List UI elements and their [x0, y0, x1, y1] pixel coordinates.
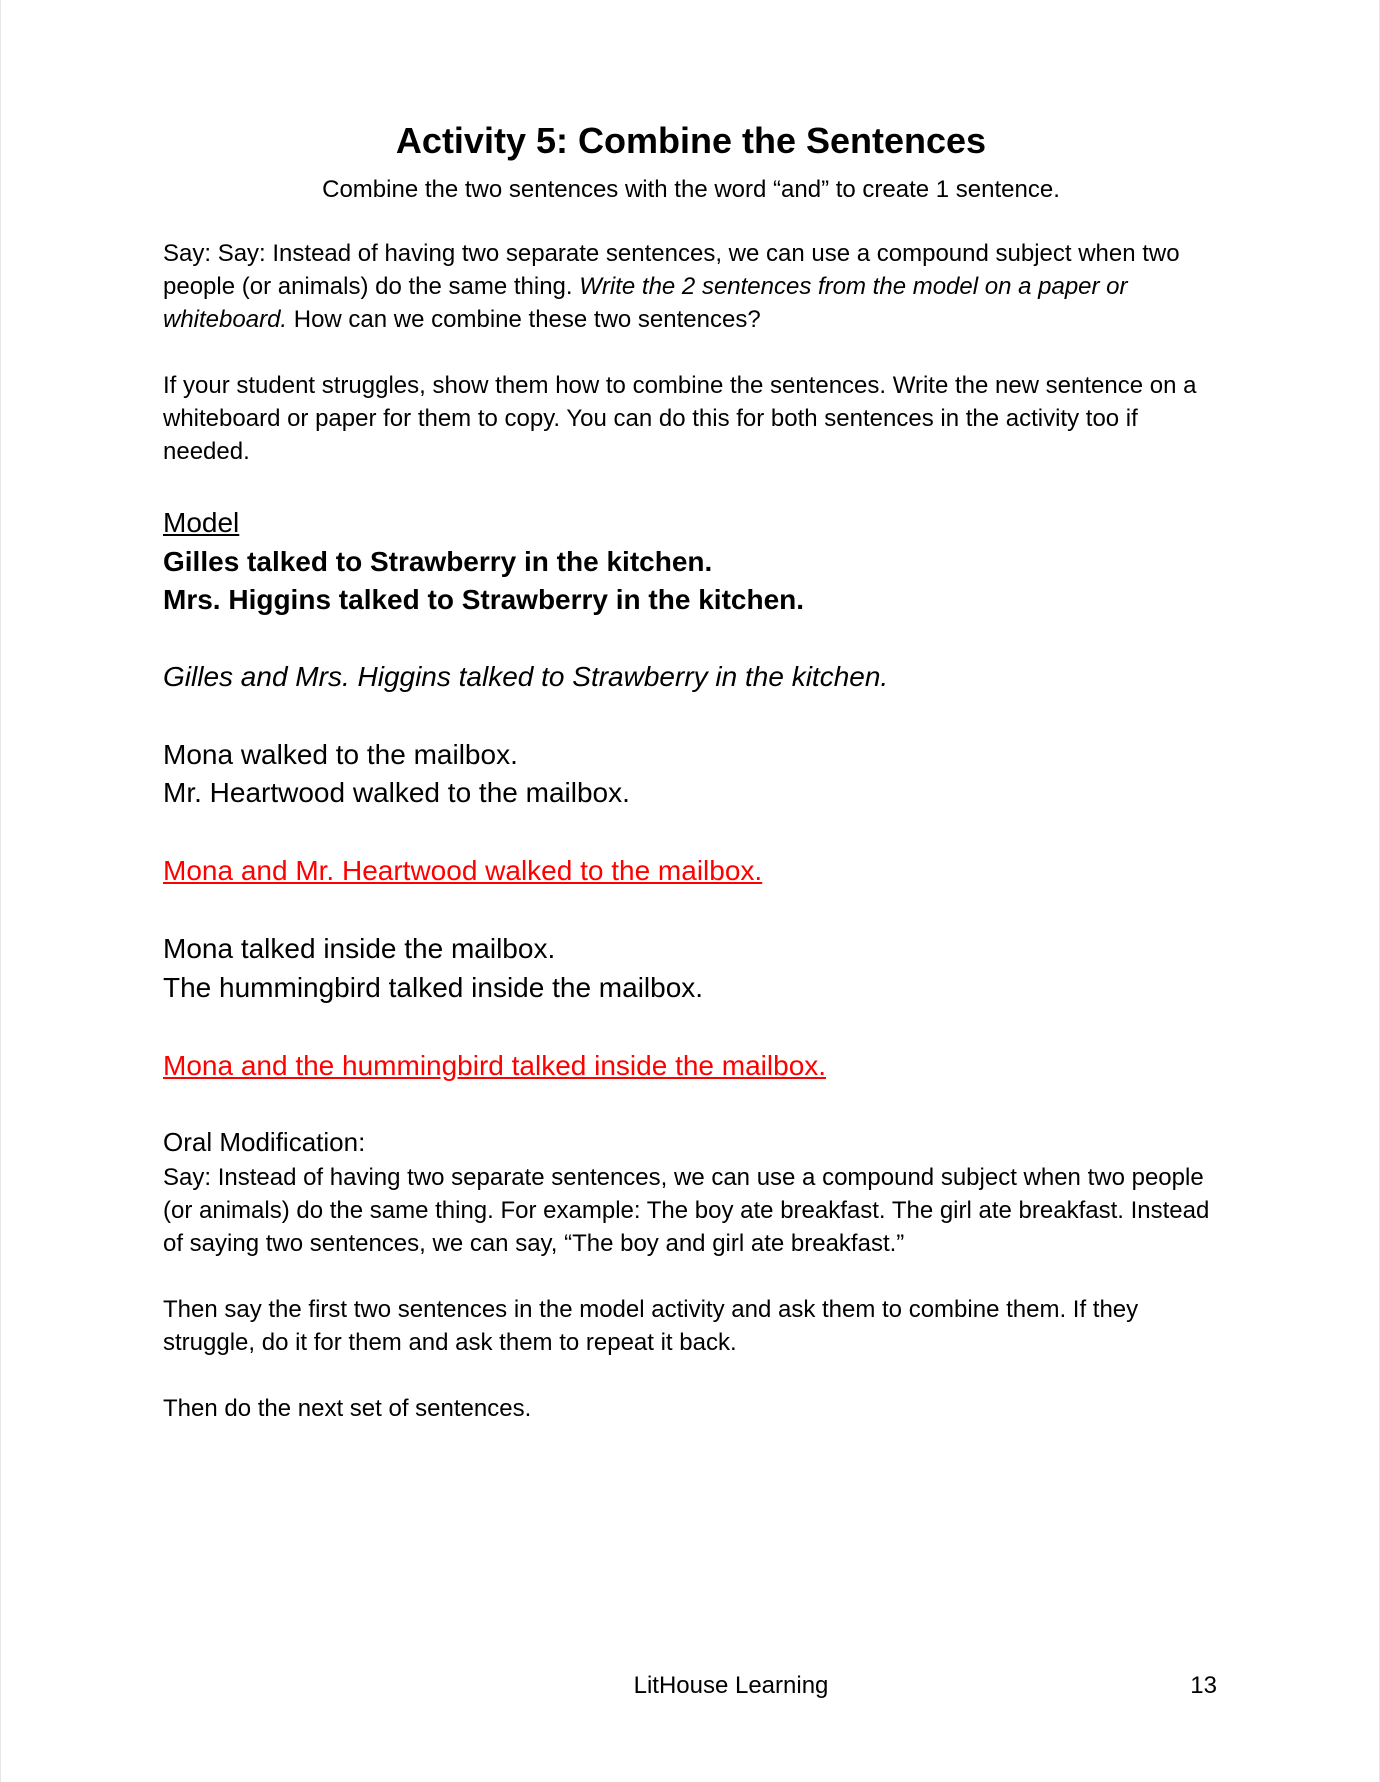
model-combined-sentence: Gilles and Mrs. Higgins talked to Strawberry in the kitchen. — [163, 661, 889, 692]
model-sentence-2: Mrs. Higgins talked to Strawberry in the kitchen. — [163, 584, 805, 615]
struggle-tip-paragraph: If your student struggles, show them how to combine the sentences. Write the new sentence on a whiteboard or paper for them to copy. You can do this for both sentences in the activity too if needed. — [163, 372, 1197, 465]
oral-modification-heading: Oral Modification: — [163, 1127, 366, 1157]
intro-say-text: Say: Say: Instead of having two separate sentences, we can use a compound subject when two people (or animals) do the same thing. — [163, 240, 1180, 300]
oral-next-set-paragraph: Then do the next set of sentences. — [163, 1395, 532, 1422]
exercise-2-answer: Mona and the hummingbird talked inside the mailbox. — [163, 1050, 827, 1081]
exercise-1-sentence-1: Mona walked to the mailbox. — [163, 739, 518, 770]
intro-say-question: How can we combine these two sentences? — [287, 306, 761, 333]
page-title: Activity 5: Combine the Sentences — [395, 120, 987, 161]
intro-say-paragraph — [163, 237, 1223, 336]
footer-brand: LitHouse Learning — [633, 1672, 829, 1699]
oral-instruction-paragraph: Then say the first two sentences in the model activity and ask them to combine them. If they struggle, do it for them and ask them to repeat it back. — [163, 1296, 1139, 1356]
model-sentence-1: Gilles talked to Strawberry in the kitchen. — [163, 546, 713, 577]
exercise-2-sentence-2: The hummingbird talked inside the mailbox. — [163, 972, 704, 1003]
page-number: 13 — [1190, 1672, 1217, 1699]
intro-say-italic: Write the 2 sentences from the model on a paper or whiteboard. — [163, 273, 1128, 333]
exercise-2-sentence-1: Mona talked inside the mailbox. — [163, 933, 556, 964]
oral-say-paragraph: Say: Instead of having two separate sentences, we can use a compound subject when two people (or animals) do the same thing. For example: The boy ate breakfast. The girl ate breakfast. Instead of saying two sentences, we can say, “The boy and girl ate breakfast.” — [163, 1164, 1210, 1257]
exercise-1-answer: Mona and Mr. Heartwood walked to the mailbox. — [163, 855, 763, 886]
exercise-1-sentence-2: Mr. Heartwood walked to the mailbox. — [163, 777, 630, 808]
activity-instruction: Combine the two sentences with the word “and” to create 1 sentence. — [322, 176, 1060, 203]
model-label: Model — [163, 507, 240, 538]
